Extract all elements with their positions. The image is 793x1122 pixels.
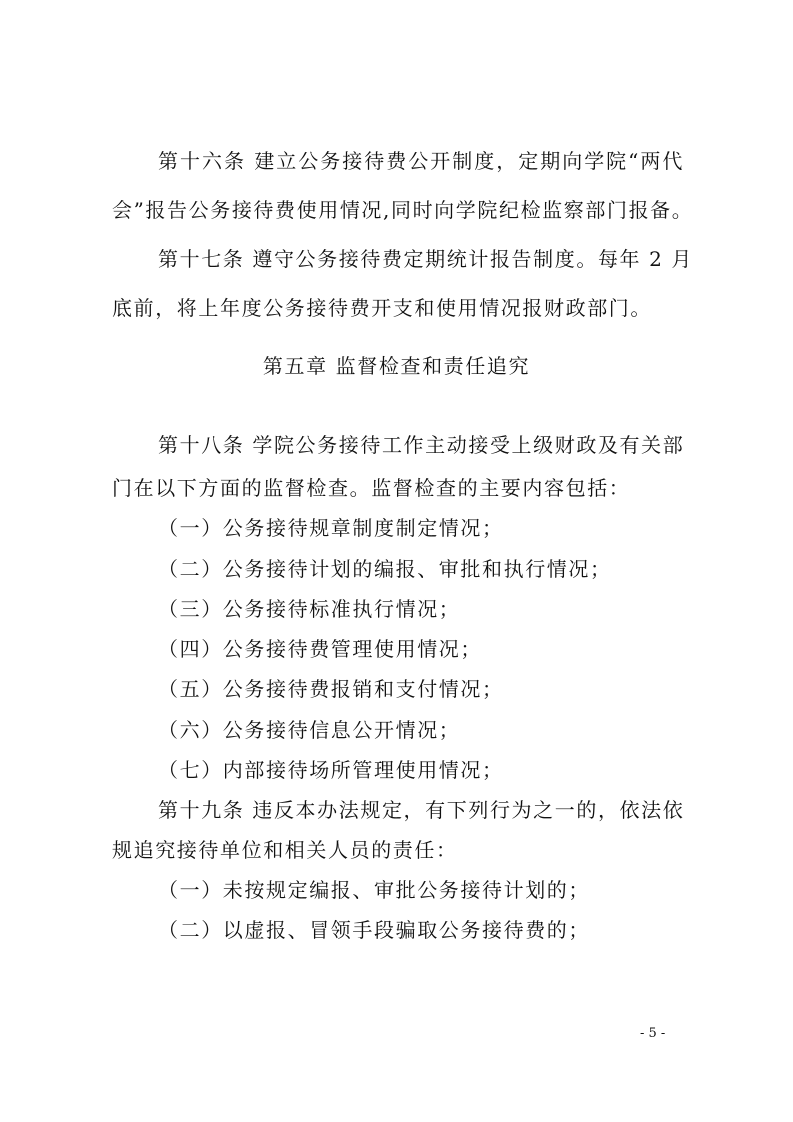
article-19-line-2: 规追究接待单位和相关人员的责任：	[112, 838, 458, 862]
article-18-item-6: （六）公务接待信息公开情况；	[158, 718, 461, 742]
article-19-item-2: （二）以虚报、冒领手段骗取公务接待费的；	[158, 918, 590, 942]
article-18-line-2: 门在以下方面的监督检查。监督检查的主要内容包括：	[112, 476, 631, 500]
chapter-5-title: 第五章 监督检查和责任追究	[262, 354, 531, 378]
article-18-item-4: （四）公务接待费管理使用情况；	[158, 637, 482, 661]
article-16-line-2: 会”报告公务接待费使用情况,同时向学院纪检监察部门报备。	[112, 198, 694, 222]
article-17-line-1: 第十七条 遵守公务接待费定期统计报告制度。每年 2 月	[158, 247, 693, 271]
article-19-item-1: （一）未按规定编报、审批公务接待计划的；	[158, 878, 590, 902]
article-18-item-7: （七）内部接待场所管理使用情况；	[158, 758, 504, 782]
article-16-line-1: 第十六条 建立公务接待费公开制度，定期向学院“两代	[158, 149, 684, 173]
article-17-line-2: 底前，将上年度公务接待费开支和使用情况报财政部门。	[112, 296, 652, 320]
article-18-item-2: （二）公务接待计划的编报、审批和执行情况；	[158, 557, 612, 581]
article-18-item-3: （三）公务接待标准执行情况；	[158, 597, 461, 621]
article-19-line-1: 第十九条 违反本办法规定，有下列行为之一的，依法依	[158, 798, 685, 822]
article-18-line-1: 第十八条 学院公务接待工作主动接受上级财政及有关部	[158, 433, 685, 457]
article-18-item-1: （一）公务接待规章制度制定情况；	[158, 516, 504, 540]
article-18-item-5: （五）公务接待费报销和支付情况；	[158, 677, 504, 701]
page-number: - 5 -	[640, 1026, 666, 1041]
